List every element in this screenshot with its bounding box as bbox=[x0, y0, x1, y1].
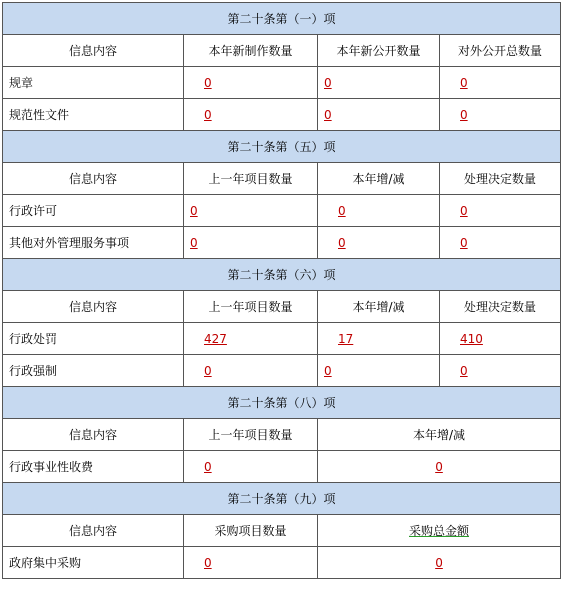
table-row bbox=[3, 451, 561, 483]
header-cell: 信息内容 bbox=[3, 291, 184, 323]
value-cell bbox=[184, 67, 318, 99]
value-link[interactable]: 17 bbox=[338, 331, 354, 346]
header-cell: 信息内容 bbox=[3, 35, 184, 67]
value-cell bbox=[318, 227, 440, 259]
value-link[interactable]: 0 bbox=[460, 107, 468, 122]
value-cell bbox=[184, 547, 318, 579]
table-row bbox=[3, 323, 561, 355]
value-link[interactable]: 410 bbox=[460, 331, 483, 346]
value-cell bbox=[318, 547, 561, 579]
row-label: 行政强制 bbox=[3, 355, 184, 387]
value-link[interactable]: 0 bbox=[204, 555, 212, 570]
header-cell: 本年增/减 bbox=[318, 419, 561, 451]
value-link[interactable]: 0 bbox=[190, 203, 198, 218]
row-label: 政府集中采购 bbox=[3, 547, 184, 579]
value-cell bbox=[440, 99, 561, 131]
value-cell bbox=[318, 195, 440, 227]
disclosure-table bbox=[2, 2, 561, 579]
section-title-row bbox=[3, 483, 561, 515]
value-cell bbox=[318, 323, 440, 355]
header-cell: 对外公开总数量 bbox=[440, 35, 561, 67]
value-link[interactable]: 0 bbox=[204, 363, 212, 378]
header-cell: 本年新制作数量 bbox=[184, 35, 318, 67]
section-title-row bbox=[3, 387, 561, 419]
header-cell: 上一年项目数量 bbox=[184, 419, 318, 451]
header-cell: 上一年项目数量 bbox=[184, 163, 318, 195]
value-cell bbox=[184, 227, 318, 259]
value-cell bbox=[440, 355, 561, 387]
value-link[interactable]: 0 bbox=[460, 203, 468, 218]
value-link[interactable]: 0 bbox=[204, 459, 212, 474]
header-cell bbox=[318, 515, 561, 547]
section-title: 第二十条第（九）项 bbox=[3, 483, 561, 515]
value-cell bbox=[318, 67, 440, 99]
value-cell bbox=[184, 323, 318, 355]
header-cell: 本年增/减 bbox=[318, 291, 440, 323]
value-cell bbox=[184, 451, 318, 483]
value-link[interactable]: 427 bbox=[204, 331, 227, 346]
value-link[interactable]: 0 bbox=[190, 235, 198, 250]
value-link[interactable]: 0 bbox=[204, 75, 212, 90]
section-title-row bbox=[3, 131, 561, 163]
section-title: 第二十条第（六）项 bbox=[3, 259, 561, 291]
value-link[interactable]: 0 bbox=[338, 235, 346, 250]
table-row bbox=[3, 355, 561, 387]
header-row bbox=[3, 291, 561, 323]
section-title: 第二十条第（八）项 bbox=[3, 387, 561, 419]
value-link[interactable]: 0 bbox=[460, 75, 468, 90]
row-label: 行政事业性收费 bbox=[3, 451, 184, 483]
value-cell bbox=[318, 355, 440, 387]
header-row bbox=[3, 515, 561, 547]
table-row bbox=[3, 227, 561, 259]
section-title-row bbox=[3, 259, 561, 291]
header-cell: 信息内容 bbox=[3, 419, 184, 451]
table-row bbox=[3, 547, 561, 579]
value-cell bbox=[184, 99, 318, 131]
header-cell: 本年新公开数量 bbox=[318, 35, 440, 67]
table-row bbox=[3, 67, 561, 99]
row-label: 规范性文件 bbox=[3, 99, 184, 131]
header-cell: 处理决定数量 bbox=[440, 163, 561, 195]
row-label: 其他对外管理服务事项 bbox=[3, 227, 184, 259]
header-cell: 采购项目数量 bbox=[184, 515, 318, 547]
header-cell: 处理决定数量 bbox=[440, 291, 561, 323]
section-title: 第二十条第（一）项 bbox=[3, 3, 561, 35]
section-title: 第二十条第（五）项 bbox=[3, 131, 561, 163]
value-cell bbox=[318, 451, 561, 483]
value-cell bbox=[184, 195, 318, 227]
value-cell bbox=[184, 355, 318, 387]
value-cell bbox=[318, 99, 440, 131]
value-link[interactable]: 0 bbox=[324, 363, 332, 378]
section-title-row bbox=[3, 3, 561, 35]
value-cell bbox=[440, 227, 561, 259]
header-cell-text: 采购总金额 bbox=[409, 524, 470, 538]
value-link[interactable]: 0 bbox=[460, 363, 468, 378]
value-link[interactable]: 0 bbox=[435, 459, 443, 474]
row-label: 行政处罚 bbox=[3, 323, 184, 355]
value-link[interactable]: 0 bbox=[460, 235, 468, 250]
header-cell: 上一年项目数量 bbox=[184, 291, 318, 323]
value-link[interactable]: 0 bbox=[324, 107, 332, 122]
header-cell: 信息内容 bbox=[3, 515, 184, 547]
header-row bbox=[3, 419, 561, 451]
value-cell bbox=[440, 195, 561, 227]
row-label: 规章 bbox=[3, 67, 184, 99]
table-row bbox=[3, 99, 561, 131]
header-row bbox=[3, 163, 561, 195]
value-cell bbox=[440, 323, 561, 355]
value-link[interactable]: 0 bbox=[338, 203, 346, 218]
value-link[interactable]: 0 bbox=[435, 555, 443, 570]
row-label: 行政许可 bbox=[3, 195, 184, 227]
value-link[interactable]: 0 bbox=[204, 107, 212, 122]
header-cell: 信息内容 bbox=[3, 163, 184, 195]
value-link[interactable]: 0 bbox=[324, 75, 332, 90]
value-cell bbox=[440, 67, 561, 99]
header-cell: 本年增/减 bbox=[318, 163, 440, 195]
header-row bbox=[3, 35, 561, 67]
table-row bbox=[3, 195, 561, 227]
